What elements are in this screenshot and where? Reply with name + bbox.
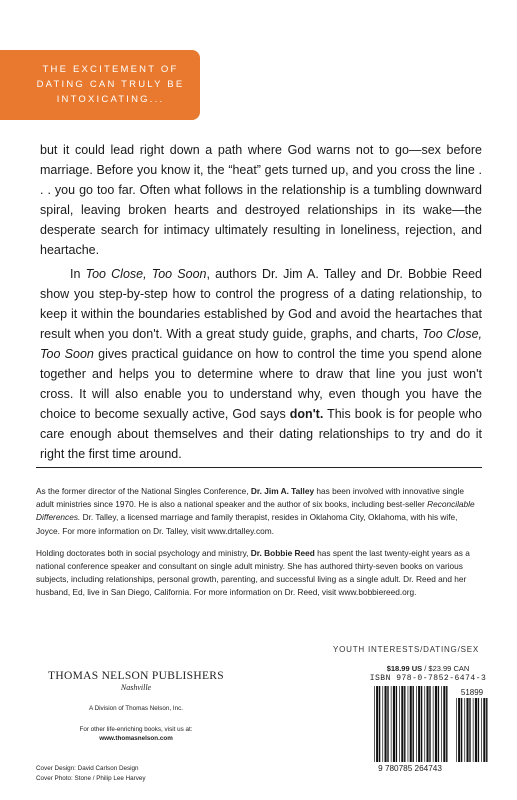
barcode-bar xyxy=(435,686,437,762)
publisher-city: Nashville xyxy=(120,683,152,692)
tagline-text: THE EXCITEMENT OF DATING CAN TRULY BE INTOXICATING... xyxy=(36,64,185,105)
price-ca: / $23.99 CAN xyxy=(424,664,470,673)
barcode-bar xyxy=(483,698,485,762)
barcode-bar xyxy=(396,686,397,762)
barcode-bar xyxy=(464,698,465,762)
bio-reed xyxy=(36,547,482,600)
barcode-bar xyxy=(393,686,395,762)
tagline-banner xyxy=(0,50,200,120)
barcode-bar xyxy=(441,686,442,762)
barcode-bar xyxy=(401,686,403,762)
text-span: Dr. Talley, a licensed marriage and family therapist, resides in Oklahoma City, Oklahoma, with his wife, Joyce. For more information on Dr. Talley, visit www.drtalley.com. xyxy=(36,512,458,536)
price-us: $18.99 US xyxy=(386,664,423,673)
barcode-bar xyxy=(413,686,414,762)
barcode-bar xyxy=(481,698,482,762)
author-name: Dr. Bobbie Reed xyxy=(250,547,315,558)
barcode-bar xyxy=(443,686,445,762)
description-paragraph-2 xyxy=(40,264,482,464)
publisher-more-books: For other life-enriching books, visit us at: xyxy=(79,726,193,733)
barcode-bar xyxy=(473,698,474,762)
publisher-block xyxy=(36,670,236,743)
text-span: Holding doctorates both in social psychology and ministry, xyxy=(36,547,251,558)
barcode-bar xyxy=(475,698,477,762)
barcode-bar xyxy=(421,686,422,762)
book-title: Too Close, Too Soon xyxy=(85,267,207,281)
text-span: has spent the last twenty-eight years as a national conference speaker and consultant on single adult ministry. She has authored thirty-seven books on various subjects, including relationships, personal growth, parenting, and successful living as a single adult. Dr. Reed and her husband, Ed, live in San Diego, California. For more information on Dr. Reed, visit www.bobbiereed.org. xyxy=(36,547,470,598)
text-span: This book is for people who care enough about themselves and their dating relationships to try and do it right the first time around. xyxy=(40,407,482,461)
barcode-bar xyxy=(478,698,479,762)
barcode-bar xyxy=(385,686,387,762)
cover-photo-credit: Cover Photo: Stone / Philip Lee Harvey xyxy=(36,774,146,782)
barcode-bar xyxy=(458,698,460,762)
text-span: , authors Dr. Jim A. Talley and Dr. Bobbie Reed show you step-by-step how to control the progress of a dating relationship, to keep it within the boundaries established by God and avoid the heartaches that result when you don't. With a great study guide, graphs, and charts, xyxy=(40,267,482,341)
book-title: Too Close, Too Soon xyxy=(40,327,483,361)
category-label: YOUTH INTERESTS/DATING/SEX xyxy=(333,645,479,654)
barcode-bar xyxy=(427,686,429,762)
price xyxy=(368,664,488,673)
barcode-bar xyxy=(486,698,487,762)
barcode-bar xyxy=(374,686,375,762)
barcode-bar xyxy=(376,686,378,762)
emphasis: don't. xyxy=(289,407,324,421)
author-bios xyxy=(36,485,482,600)
barcode-bar xyxy=(391,686,392,762)
ean-bars xyxy=(374,686,448,762)
description xyxy=(40,140,482,464)
barcode-bar xyxy=(429,686,430,762)
book-title: Reconcilable Differences. xyxy=(36,499,475,523)
text-span: As the former director of the National Singles Conference, xyxy=(36,486,251,496)
barcode-bar xyxy=(404,686,405,762)
barcode-bar xyxy=(382,686,383,762)
barcode-bar xyxy=(424,686,425,762)
barcode-bar xyxy=(387,686,388,762)
addon-digits: 51899 xyxy=(460,688,484,697)
ean-digits: 9 780785 264743 xyxy=(378,764,442,773)
barcode-bar xyxy=(433,686,434,762)
text-span: has been involved with innovative single adult ministries since 1970. He is also a national speaker and the author of six books, including best-seller xyxy=(36,486,464,510)
barcode-bar xyxy=(410,686,412,762)
barcode-bar xyxy=(456,698,457,762)
description-paragraph-1: but it could lead right down a path where God warns not to go—sex before marriage. Before you know it, the “heat” gets turned up, and you cross the line . . . you go too far. Often what follows in the relationship is a tumbling downward spiral, leaving broken hearts and destroyed relationships in its wake—the desperate search for intimacy ultimately resulting in loneliness, rejection, and heartache. xyxy=(40,143,482,257)
barcode-bar xyxy=(467,698,469,762)
publisher-division: A Division of Thomas Nelson, Inc. xyxy=(88,705,184,712)
barcode-bar xyxy=(461,698,462,762)
publisher-url: www.thomasnelson.com xyxy=(99,735,173,742)
publisher-name: THOMAS NELSON PUBLISHERS xyxy=(48,670,224,682)
bio-talley xyxy=(36,485,482,538)
barcode-bar xyxy=(469,698,470,762)
barcode-bar xyxy=(446,686,447,762)
barcode-bar xyxy=(438,686,439,762)
text-span: In xyxy=(70,267,86,281)
divider xyxy=(36,467,482,468)
addon-bars xyxy=(456,698,488,762)
barcode-bar xyxy=(379,686,380,762)
isbn: ISBN 978-0-7852-6474-3 xyxy=(369,674,487,683)
text-span: gives practical guidance on how to control the time you spend alone together and helps you to determine where to draw that line you just won't cross. It will also enable you to understand why, even though you have the choice to become sexually active, God says xyxy=(40,347,482,421)
author-name: Dr. Jim A. Talley xyxy=(250,486,315,496)
barcode-bar xyxy=(418,686,420,762)
barcode-bar xyxy=(416,686,417,762)
barcode-bar xyxy=(408,686,409,762)
barcode-block xyxy=(368,664,488,774)
cover-credits xyxy=(36,764,146,783)
barcode-bar xyxy=(399,686,400,762)
cover-design-credit: Cover Design: David Carlson Design xyxy=(36,765,139,772)
barcode xyxy=(368,686,488,774)
